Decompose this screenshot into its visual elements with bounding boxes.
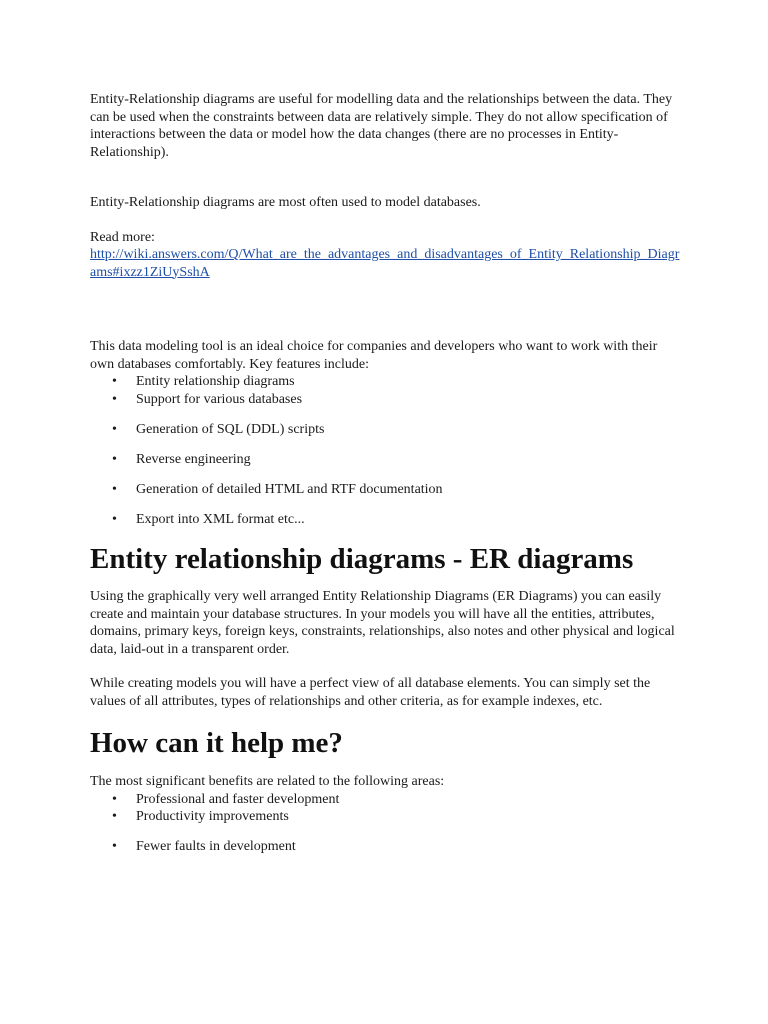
tool-paragraph: This data modeling tool is an ideal choice for companies and developers who want to work with their own databases comfortably. Key features include: <box>90 339 658 372</box>
list-item: • Reverse engineering <box>90 451 680 469</box>
read-more-label: Read more: <box>90 229 155 245</box>
read-more-link[interactable]: http://wiki.answers.com/Q/What_are_the_advantages_and_disadvantages_of_Entity_Relationship_Diagrams#ixzz1ZiUySshA <box>90 247 680 280</box>
features-list <box>90 373 680 528</box>
help-heading: How can it help me? <box>90 727 343 759</box>
benefits-list <box>90 791 680 856</box>
er-paragraph-2: While creating models you will have a perfect view of all database elements. You can simply set the values of all attributes, types of relationships and other criteria, as for example indexes, etc. <box>90 676 651 709</box>
read-more-block <box>90 229 680 282</box>
intro-paragraph: Entity-Relationship diagrams are useful for modelling data and the relationships between the data. They can be used when the constraints between data are relatively simple. They do not allow specification of interactions between the data or model how the data changes (there are no processes in Entity-Relationship). <box>90 92 673 160</box>
list-item: • Fewer faults in development <box>90 838 680 856</box>
list-item: • Support for various databases <box>90 391 680 409</box>
list-item: • Export into XML format etc... <box>90 511 680 529</box>
list-item: • Professional and faster development <box>90 791 680 809</box>
list-item: • Entity relationship diagrams <box>90 373 680 391</box>
benefits-intro: The most significant benefits are related to the following areas: <box>90 774 445 789</box>
list-item: • Generation of SQL (DDL) scripts <box>90 421 680 439</box>
er-paragraph-1: Using the graphically very well arranged Entity Relationship Diagrams (ER Diagrams) you can easily create and maintain your database structures. In your models you will have all the entities, attributes, domains, primary keys, foreign keys, constraints, relationships, also notes and other physical and logical data, laid-out in a transparent order. <box>90 589 675 657</box>
list-item: • Generation of detailed HTML and RTF documentation <box>90 481 680 499</box>
er-heading: Entity relationship diagrams - ER diagrams <box>90 543 634 575</box>
document-page <box>90 91 680 856</box>
list-item: • Productivity improvements <box>90 808 680 826</box>
databases-paragraph: Entity-Relationship diagrams are most often used to model databases. <box>90 195 481 210</box>
